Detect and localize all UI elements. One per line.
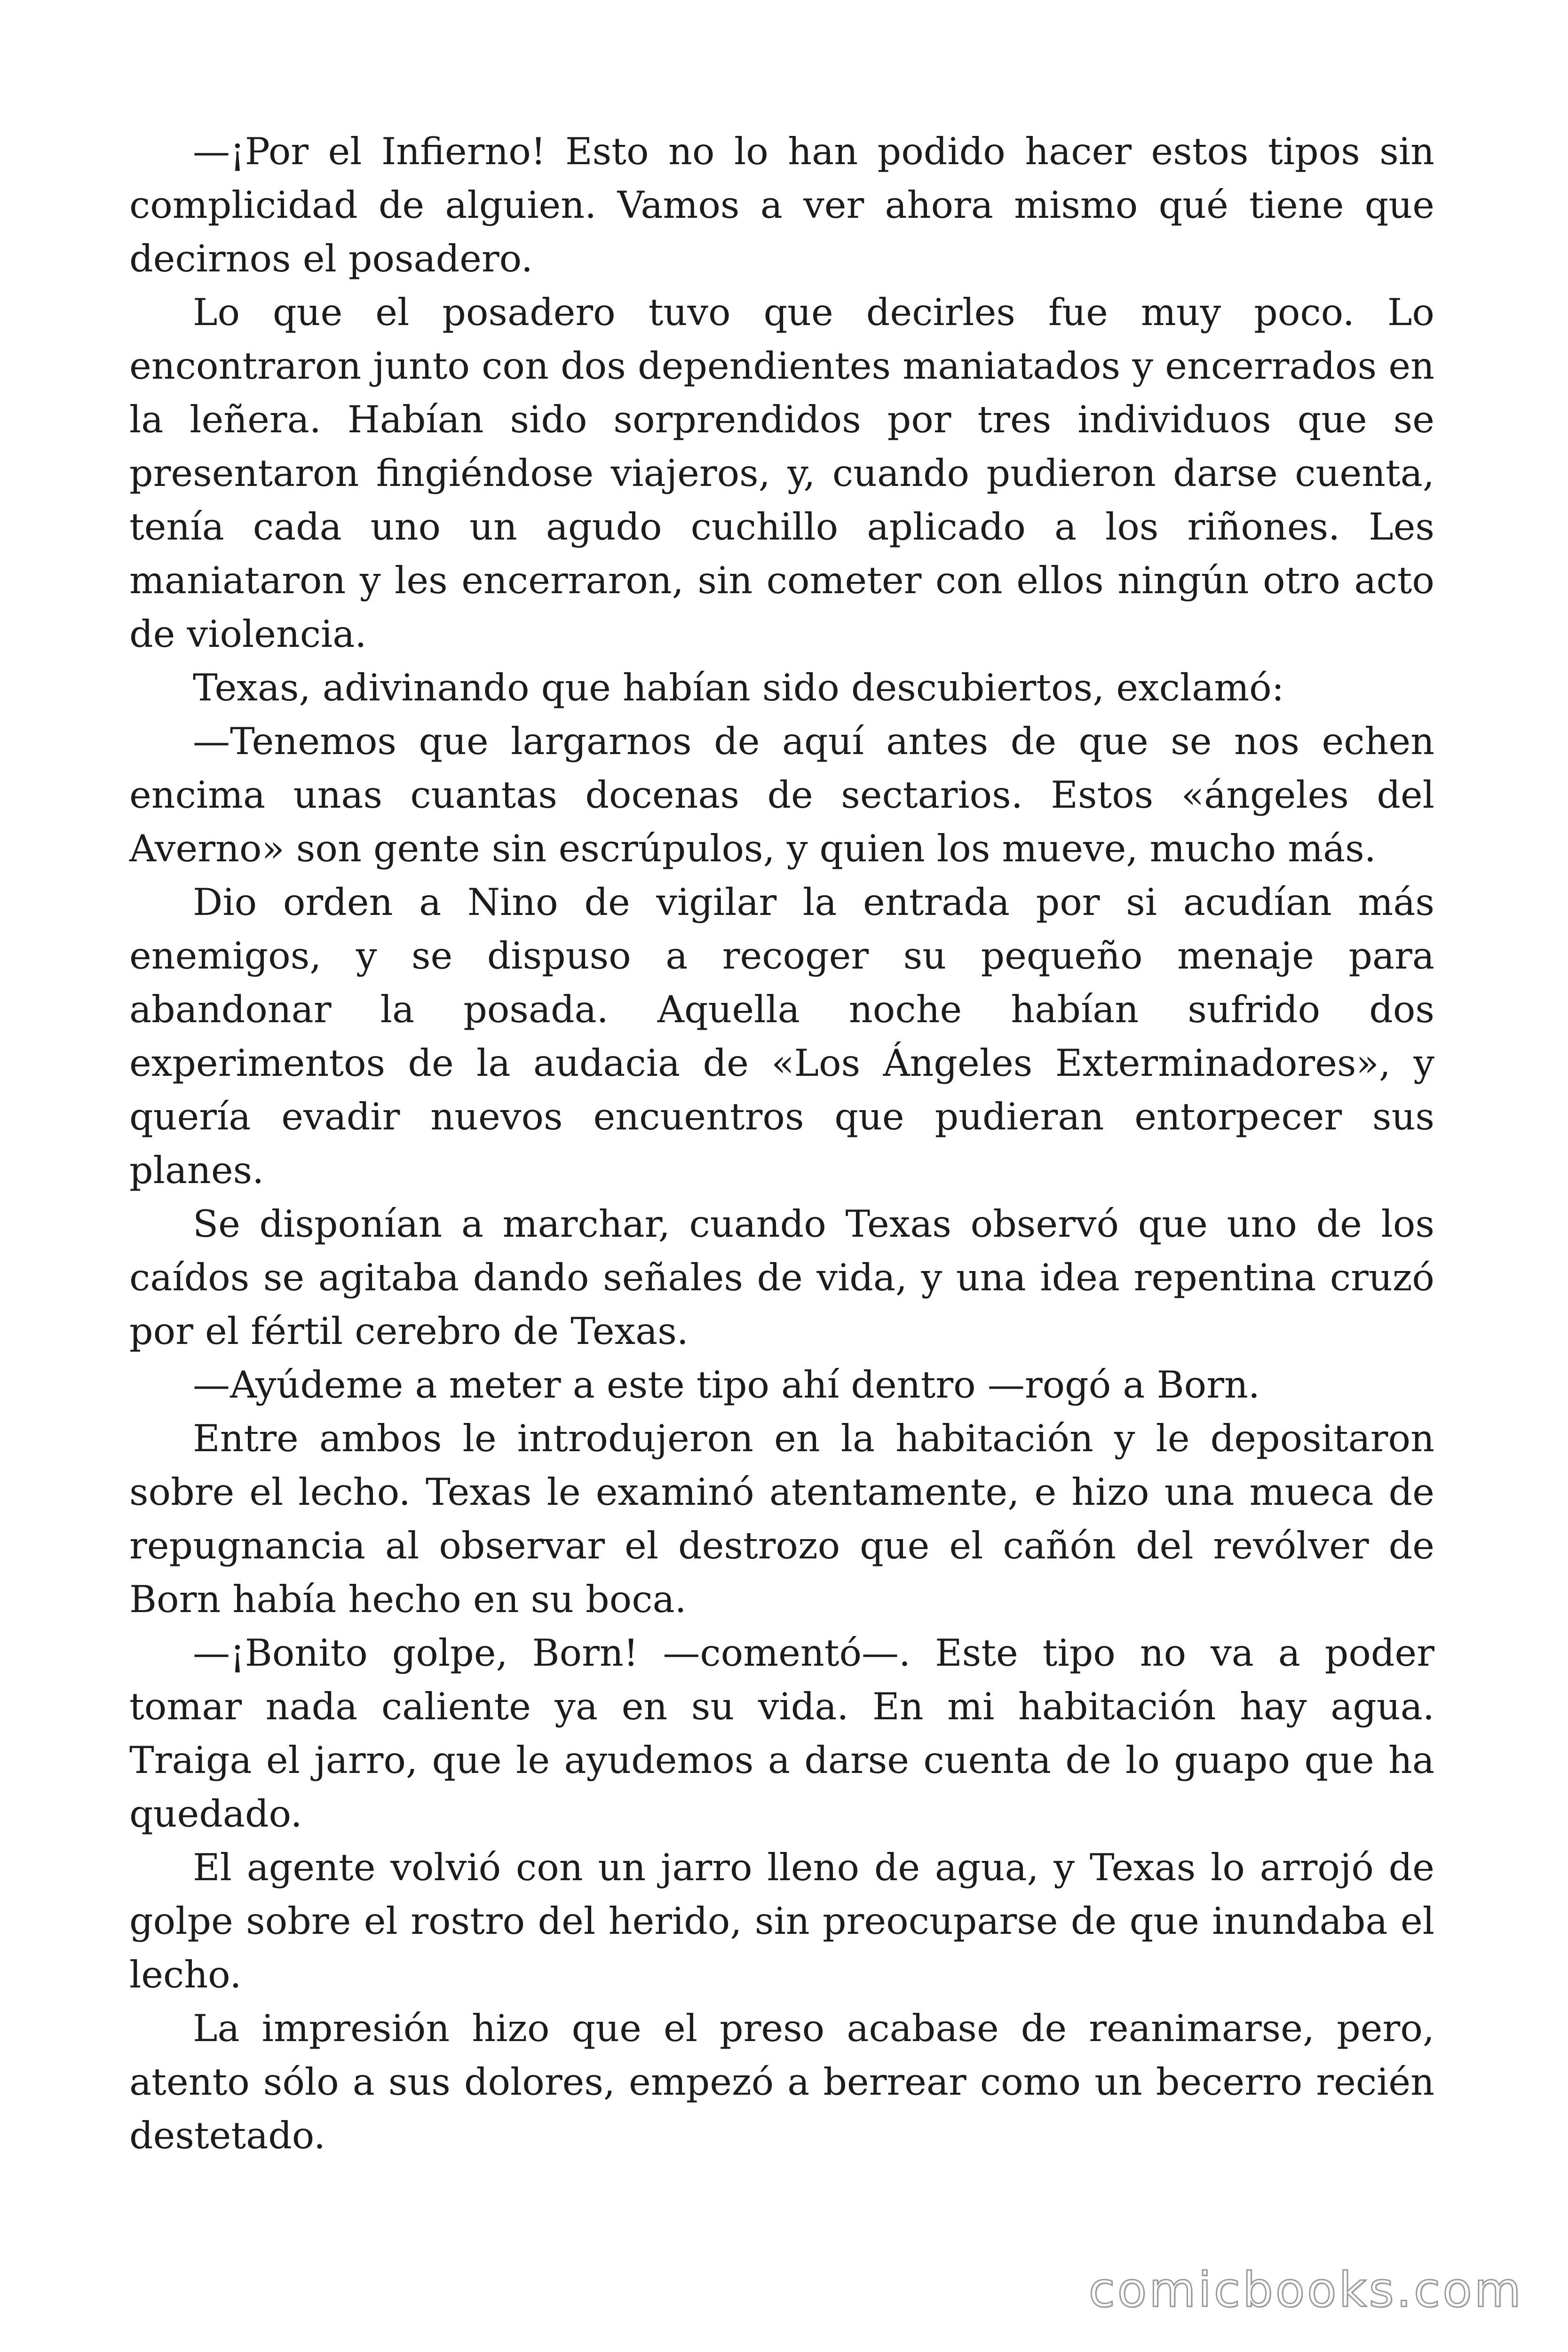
- paragraph-7: —Ayúdeme a meter a este tipo ahí dentro —rogó a Born.: [193, 1363, 1260, 1406]
- paragraph-8: Entre ambos le introdujeron en la habitación y le depositaron sobre el lecho. Texas le examinó atentamente, e hizo una mueca de repugnancia al observar el destrozo que el cañón del revólver de Born había hecho en su boca.: [129, 1417, 1434, 1621]
- paragraph-3: Texas, adivinando que habían sido descubiertos, exclamó:: [193, 666, 1284, 709]
- paragraph-5: Dio orden a Nino de vigilar la entrada por si acudían más enemigos, y se dispuso a recoger su pequeño menaje para abandonar la posada. Aquella noche habían sufrido dos experimentos de la audacia de «Los Ángeles Exterminadores», y quería evadir nuevos encuentros que pudieran entorpecer sus planes.: [129, 881, 1434, 1192]
- watermark: comicbooks.com: [1088, 2262, 1523, 2318]
- paragraph-10: El agente volvió con un jarro lleno de agua, y Texas lo arrojó de golpe sobre el rostro del herido, sin preocuparse de que inundaba el lecho.: [129, 1846, 1434, 1996]
- paragraph-11: La impresión hizo que el preso acabase de reanimarse, pero, atento sólo a sus dolores, empezó a berrear como un becerro recién destetado.: [129, 2007, 1434, 2157]
- paragraph-9: —¡Bonito golpe, Born! —comentó—. Este tipo no va a poder tomar nada caliente ya en su vida. En mi habitación hay agua. Traiga el jarro, que le ayudemos a darse cuenta de lo guapo que ha quedado.: [129, 1631, 1434, 1836]
- paragraph-4: —Tenemos que largarnos de aquí antes de que se nos echen encima unas cuantas docenas de sectarios. Estos «ángeles del Averno» son gente sin escrúpulos, y quien los mueve, mucho más.: [129, 720, 1434, 870]
- paragraph-6: Se disponían a marchar, cuando Texas observó que uno de los caídos se agitaba dando señales de vida, y una idea repentina cruzó por el fértil cerebro de Texas.: [129, 1202, 1434, 1353]
- paragraph-2: Lo que el posadero tuvo que decirles fue muy poco. Lo encontraron junto con dos dependientes maniatados y encerrados en la leñera. Habían sido sorprendidos por tres individuos que se presentaron fingiéndose viajeros, y, cuando pudieron darse cuenta, tenía cada uno un agudo cuchillo aplicado a los riñones. Les maniataron y les encerraron, sin cometer con ellos ningún otro acto de violencia.: [129, 291, 1434, 656]
- paragraph-1: —¡Por el Infierno! Esto no lo han podido hacer estos tipos sin complicidad de alguien. Vamos a ver ahora mismo qué tiene que decirnos el posadero.: [129, 130, 1434, 280]
- page-text: [129, 125, 1434, 2162]
